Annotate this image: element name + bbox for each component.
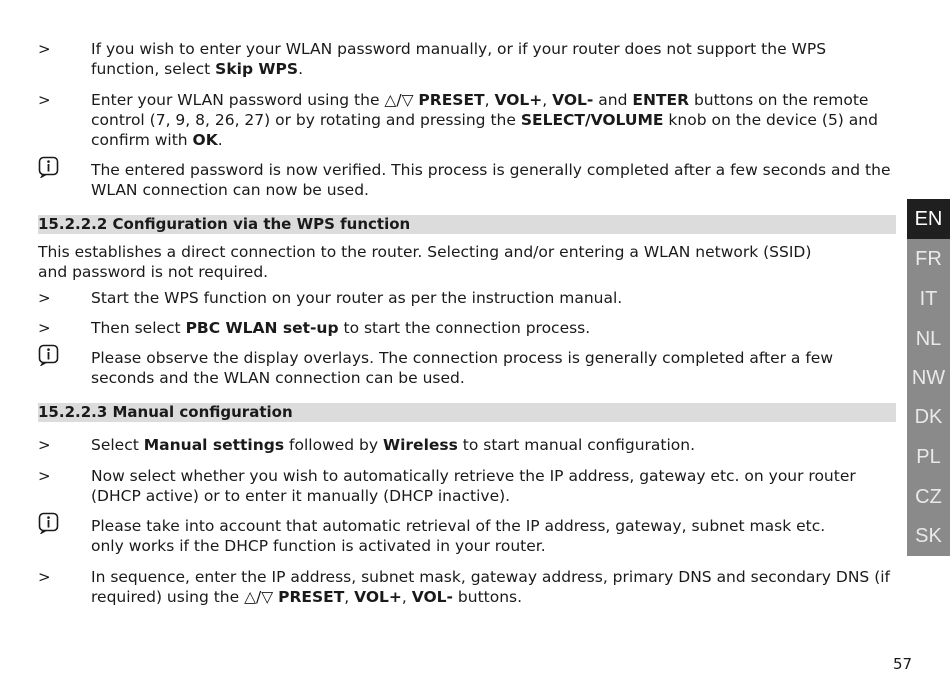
language-tab-fr[interactable]: FR bbox=[915, 248, 942, 270]
language-tab-en[interactable]: EN bbox=[907, 199, 950, 239]
arrow-marker: > bbox=[38, 289, 51, 307]
section-heading: 15.2.2.3 Manual configuration bbox=[38, 403, 896, 422]
bold-term: Skip WPS bbox=[215, 60, 299, 78]
arrow-marker: > bbox=[38, 436, 51, 454]
language-tab-pl[interactable]: PL bbox=[916, 446, 941, 468]
language-tab-it[interactable]: IT bbox=[919, 288, 938, 310]
instruction-text: Now select whether you wish to automatically retrieve the IP address, gateway etc. on your router (DHCP active) or to enter it manually (DHCP inactive). bbox=[91, 467, 856, 505]
instruction-text: In sequence, enter the IP address, subnet mask, gateway address, primary DNS and secondary DNS (if required) using the △/▽ PRESET, VOL+, VOL- buttons. bbox=[91, 568, 891, 606]
info-icon bbox=[38, 512, 68, 534]
page-number: 57 bbox=[893, 655, 913, 673]
arrow-marker: > bbox=[38, 91, 51, 109]
language-tab-nw[interactable]: NW bbox=[911, 367, 946, 389]
arrow-marker: > bbox=[38, 568, 51, 586]
language-tab-nl[interactable]: NL bbox=[915, 328, 942, 350]
body-paragraph: This establishes a direct connection to the router. Selecting and/or entering a WLAN network (SSID) and password is not required. bbox=[38, 243, 812, 281]
instruction-text: Enter your WLAN password using the △/▽ PRESET, VOL+, VOL- and ENTER buttons on the remote control (7, 9, 8, 26, 27) or by rotating and pressing the SELECT/VOLUME knob on the device (5) and confirm with OK. bbox=[91, 91, 878, 149]
arrow-marker: > bbox=[38, 467, 51, 485]
arrow-marker: > bbox=[38, 40, 51, 58]
instruction-text: Then select PBC WLAN set-up to start the connection process. bbox=[91, 319, 591, 337]
language-tab-sk[interactable]: SK bbox=[915, 525, 942, 547]
instruction-text: Start the WPS function on your router as per the instruction manual. bbox=[91, 289, 623, 307]
language-tab-cz[interactable]: CZ bbox=[915, 486, 942, 508]
instruction-text: Select Manual settings followed by Wireless to start manual configuration. bbox=[91, 436, 696, 454]
info-icon bbox=[38, 156, 68, 178]
instruction-text: If you wish to enter your WLAN password manually, or if your router does not support the WPS function, select Skip WPS. bbox=[91, 40, 827, 78]
section-heading: 15.2.2.2 Configuration via the WPS function bbox=[38, 215, 896, 234]
info-icon bbox=[38, 344, 68, 366]
note-text: Please observe the display overlays. The connection process is generally completed after a few seconds and the WLAN connection can be used. bbox=[91, 349, 834, 387]
note-text: Please take into account that automatic retrieval of the IP address, gateway, subnet mask etc. only works if the DHCP function is activated in your router. bbox=[91, 517, 826, 555]
language-sidebar bbox=[907, 199, 950, 556]
arrow-marker: > bbox=[38, 319, 51, 337]
note-text: The entered password is now verified. This process is generally completed after a few seconds and the WLAN connection can now be used. bbox=[91, 161, 891, 199]
language-tab-dk[interactable]: DK bbox=[914, 406, 943, 428]
